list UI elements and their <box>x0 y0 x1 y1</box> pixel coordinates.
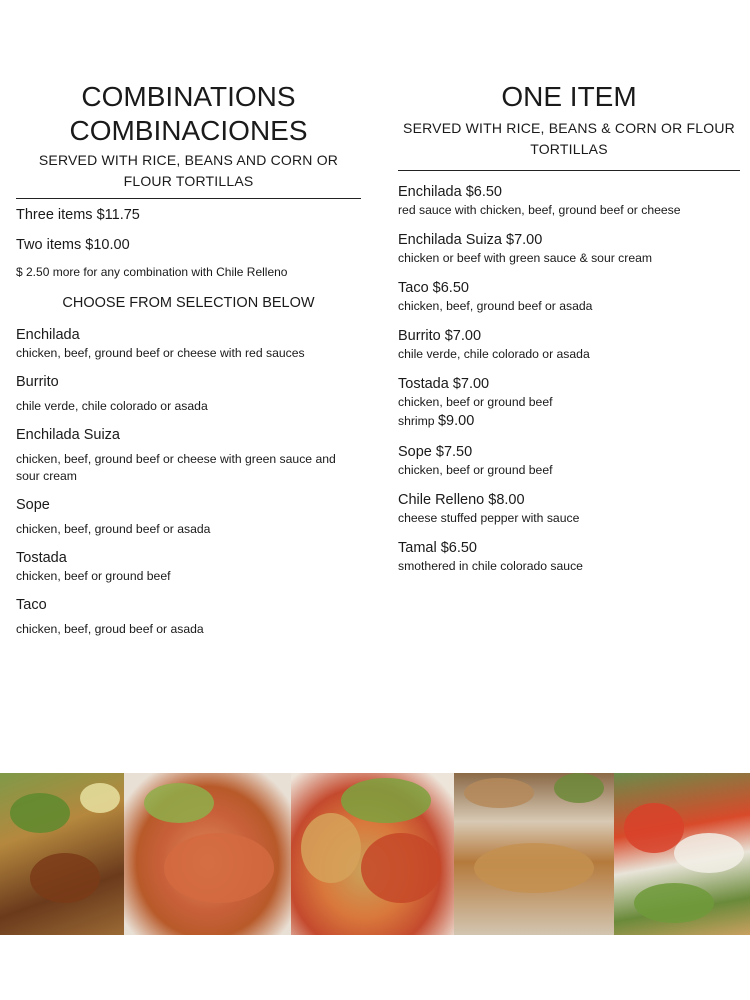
one-item-name: Tostada $7.00 <box>398 376 490 392</box>
one-item-desc: chicken, beef, ground beef or asada <box>398 299 593 313</box>
one-item-tamal <box>398 538 740 575</box>
one-item-enchilada-suiza <box>398 230 740 267</box>
combo-item-desc: chicken, beef or ground beef <box>16 569 171 583</box>
combinaciones-title: COMBINACIONES <box>69 115 308 146</box>
shrimp-label: shrimp <box>398 414 435 428</box>
one-item-name: Burrito $7.00 <box>398 328 482 344</box>
one-item-desc: red sauce with chicken, beef, ground beef or cheese <box>398 203 681 217</box>
combo-item-name: Burrito <box>16 374 59 390</box>
combo-item-name: Tostada <box>16 550 67 566</box>
taquitos-photo <box>454 773 614 935</box>
two-items-price: Two items $10.00 <box>16 237 130 253</box>
combo-item-enchilada-suiza <box>16 425 361 485</box>
combo-item-taco <box>16 595 361 638</box>
one-item-name: Taco $6.50 <box>398 280 469 296</box>
combo-item-desc: chicken, beef, ground beef or asada <box>16 522 211 536</box>
one-item-burrito <box>398 326 740 363</box>
one-item-tostada <box>398 374 740 431</box>
one-item-title: ONE ITEM <box>501 81 637 112</box>
combo-item-desc: chile verde, chile colorado or asada <box>16 399 208 413</box>
one-item-name: Chile Relleno $8.00 <box>398 492 525 508</box>
combo-item-enchilada <box>16 325 361 362</box>
one-item-desc: chicken, beef or ground beef <box>398 463 553 477</box>
food-photo-strip <box>0 773 750 935</box>
combo-item-tostada <box>16 548 361 585</box>
one-item-name: Tamal $6.50 <box>398 540 477 556</box>
nachos-photo <box>614 773 750 935</box>
combo-item-name: Enchilada <box>16 327 80 343</box>
one-item-taco <box>398 278 740 315</box>
combo-item-sope <box>16 495 361 538</box>
combo-item-name: Sope <box>16 497 50 513</box>
one-item-desc: chile verde, chile colorado or asada <box>398 347 590 361</box>
one-item-enchilada <box>398 182 740 219</box>
combo-item-desc: chicken, beef, groud beef or asada <box>16 622 204 636</box>
one-item-served-note: SERVED WITH RICE, BEANS & CORN OR FLOUR TORTILLAS <box>403 120 735 157</box>
one-item-section <box>398 80 740 575</box>
combo-item-desc: chicken, beef, ground beef or cheese with green sauce and sour cream <box>16 452 336 483</box>
combo-item-name: Taco <box>16 597 47 613</box>
one-item-desc: smothered in chile colorado sauce <box>398 559 583 573</box>
combinations-divider <box>16 198 361 199</box>
fajitas-photo <box>0 773 124 935</box>
combo-item-burrito <box>16 372 361 415</box>
one-item-name: Enchilada Suiza $7.00 <box>398 232 543 248</box>
one-item-desc: chicken or beef with green sauce & sour cream <box>398 251 653 265</box>
combinations-section <box>16 80 361 638</box>
enchilada-plate-photo <box>124 773 291 935</box>
combo-item-name: Enchilada Suiza <box>16 427 120 443</box>
chile-relleno-note: $ 2.50 more for any combination with Chile Relleno <box>16 265 288 279</box>
combinations-served-note: SERVED WITH RICE, BEANS AND CORN OR FLOUR TORTILLAS <box>38 152 339 189</box>
one-item-name: Sope $7.50 <box>398 444 473 460</box>
one-item-desc: chicken, beef or ground beef <box>398 395 553 409</box>
shrimp-option <box>398 411 740 431</box>
choose-selection-heading: CHOOSE FROM SELECTION BELOW <box>62 295 315 311</box>
combinations-title: COMBINATIONS <box>81 81 296 112</box>
one-item-divider <box>398 170 740 171</box>
three-items-price: Three items $11.75 <box>16 207 140 223</box>
one-item-sope <box>398 442 740 479</box>
combo-item-desc: chicken, beef, ground beef or cheese with red sauces <box>16 346 305 360</box>
chile-relleno-plate-photo <box>291 773 454 935</box>
one-item-chile-relleno <box>398 490 740 527</box>
one-item-desc: cheese stuffed pepper with sauce <box>398 511 580 525</box>
shrimp-price: $9.00 <box>437 413 475 429</box>
one-item-name: Enchilada $6.50 <box>398 184 502 200</box>
